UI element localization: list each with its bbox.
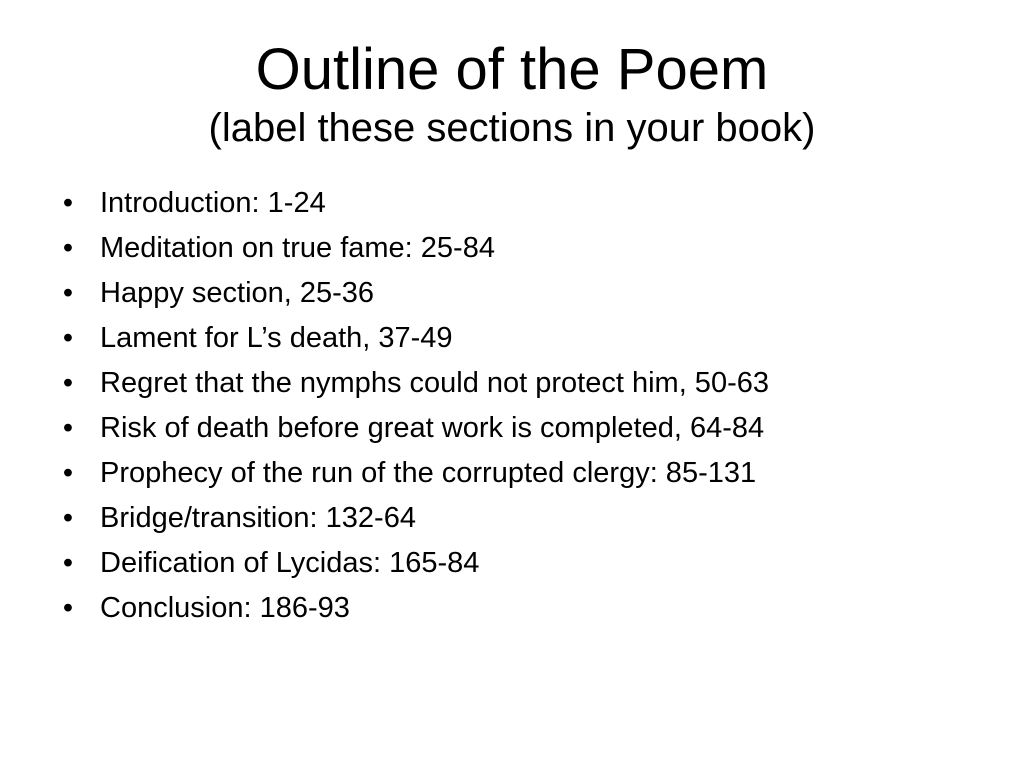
list-item — [58, 451, 998, 496]
title-block — [0, 38, 1024, 152]
list-item-text: Deification of Lycidas: 165-84 — [100, 547, 480, 579]
list-item — [58, 226, 998, 271]
bullet-icon: • — [62, 592, 74, 624]
list-item — [58, 496, 998, 541]
list-item — [58, 181, 998, 226]
bullet-icon: • — [62, 457, 74, 489]
list-item-text: Regret that the nymphs could not protect him, 50-63 — [100, 367, 769, 399]
list-item-text: Prophecy of the run of the corrupted clergy: 85-131 — [100, 457, 757, 489]
bullet-icon: • — [62, 502, 74, 534]
list-item — [58, 361, 998, 406]
bullet-icon: • — [62, 232, 74, 264]
list-item-text: Introduction: 1-24 — [100, 187, 326, 219]
list-item — [58, 541, 998, 586]
bullet-icon: • — [62, 277, 74, 309]
list-item — [58, 406, 998, 451]
list-item-text: Risk of death before great work is completed, 64-84 — [100, 412, 765, 444]
list-item-text: Meditation on true fame: 25-84 — [100, 232, 495, 264]
bullet-icon: • — [62, 187, 74, 219]
list-item — [58, 586, 998, 631]
slide-subtitle: (label these sections in your book) — [208, 106, 816, 150]
list-item-text: Lament for L’s death, 37-49 — [100, 322, 453, 354]
bullet-icon: • — [62, 547, 74, 579]
bullet-icon: • — [62, 412, 74, 444]
outline-list — [58, 181, 998, 631]
list-item — [58, 271, 998, 316]
slide-title: Outline of the Poem — [255, 37, 769, 102]
list-item — [58, 316, 998, 361]
list-item-text: Bridge/transition: 132-64 — [100, 502, 416, 534]
bullet-icon: • — [62, 322, 74, 354]
list-item-text: Conclusion: 186-93 — [100, 592, 350, 624]
bullet-icon: • — [62, 367, 74, 399]
list-item-text: Happy section, 25-36 — [100, 277, 375, 309]
